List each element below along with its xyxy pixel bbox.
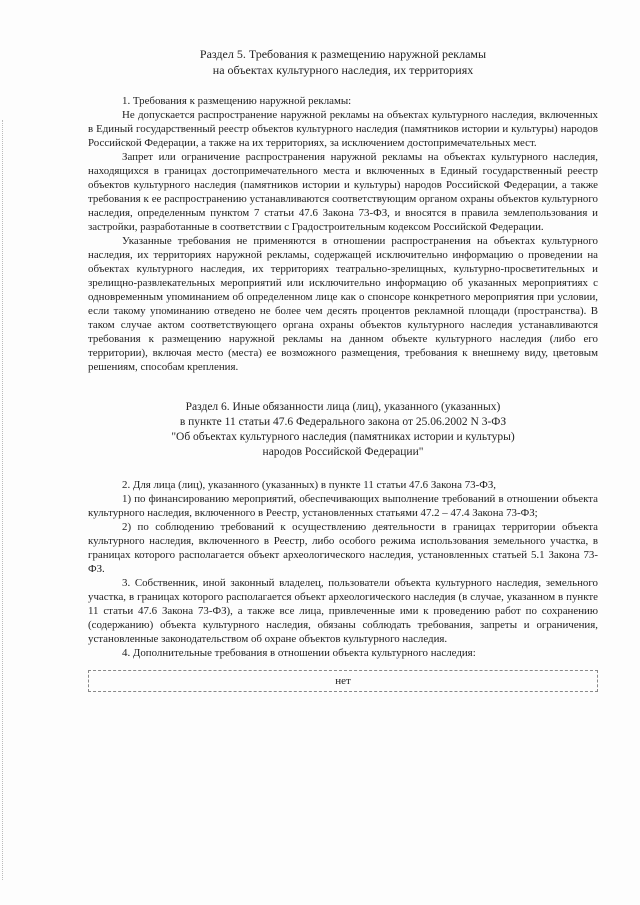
section5-title-line2: на объектах культурного наследия, их территориях <box>212 63 474 77</box>
paragraph-6-4: 3. Собственник, иной законный владелец, пользователи объекта культурного наследия, земельного участка, в границах которого располагается объект археологического наследия (в случае, указанном в пункте 11 статьи 47.6 Закона 73-ФЗ), а также все лица, привлеченные ими к проведению работ по сохранению (содержанию) объекта культурного наследия, обязаны соблюдать требования, запреты и ограничения, установленные законодательством об охране объектов культурного наследия. <box>88 577 598 645</box>
section6-title-line1: Раздел 6. Иные обязанности лица (лиц), указанного (указанных) <box>185 401 501 413</box>
document-content <box>88 40 598 692</box>
additional-requirements-value: нет <box>335 675 351 687</box>
additional-requirements-box <box>88 670 598 692</box>
section6-title-line2: в пункте 11 статьи 47.6 Федерального закона от 25.06.2002 N 3-ФЗ <box>179 416 507 428</box>
section6-title <box>88 400 598 460</box>
paragraph-6-2: 1) по финансированию мероприятий, обеспечивающих выполнение требований в отношении объекта культурного наследия, включенного в Реестр, установленных статьями 47.2 – 47.4 Закона 73-ФЗ; <box>88 493 598 519</box>
section5-title-line1: Раздел 5. Требования к размещению наружной рекламы <box>199 47 487 61</box>
paragraph-5-4: Указанные требования не применяются в отношении распространения на объектах культурного наследия, их территориях наружной рекламы, содержащей исключительно информацию о проведении на объектах культурного наследия, их территориях театрально-зрелищных, культурно-просветительных и зрелищно-развлекательных мероприятий или исключительно информацию об указанных мероприятиях с одновременным упоминанием об определенном лице как о спонсоре конкретного мероприятия при условии, если такому упоминанию отведено не более чем десять процентов рекламной площади (пространства). В таком случае актом соответствующего органа охраны объектов культурного наследия устанавливаются требования к размещению наружной рекламы на данном объекте культурного наследия (либо его территории), включая место (места) ее возможного размещения, требования к внешнему виду, цветовым решениям, способам крепления. <box>88 235 598 373</box>
scan-margin-marks <box>2 120 13 880</box>
section6-title-line3: "Об объектах культурного наследия (памятниках истории и культуры) <box>171 431 515 443</box>
section6-title-line4: народов Российской Федерации" <box>262 446 424 458</box>
paragraph-5-1: 1. Требования к размещению наружной рекламы: <box>122 95 352 107</box>
paragraph-6-1: 2. Для лица (лиц), указанного (указанных) в пункте 11 статьи 47.6 Закона 73-ФЗ, <box>122 479 496 491</box>
paragraph-6-5: 4. Дополнительные требования в отношении объекта культурного наследия: <box>122 647 476 659</box>
paragraph-6-3: 2) по соблюдению требований к осуществлению деятельности в границах территории объекта культурного наследия, включенного в Реестр, либо особого режима использования земельного участка, в границах которого располагается объект археологического наследия, установленных статьей 5.1 Закона 73-ФЗ. <box>88 521 598 575</box>
paragraph-5-2: Не допускается распространение наружной рекламы на объектах культурного наследия, включенных в Единый государственный реестр объектов культурного наследия (памятников истории и культуры) народов Российской Федерации, а также на их территориях, за исключением достопримечательных мест. <box>88 109 598 149</box>
section5-title <box>88 46 598 78</box>
paragraph-5-3: Запрет или ограничение распространения наружной рекламы на объектах культурного наследия, находящихся в границах достопримечательного места и включенных в Единый государственный реестр объектов культурного наследия (памятников истории и культуры) народов Российской Федерации, а также требования к ее распространению устанавливаются соответствующим органом охраны объектов культурного наследия, определенным пунктом 7 статьи 47.6 Закона 73-ФЗ, и вносятся в правила землепользования и застройки, разработанные в соответствии с Градостроительным кодексом Российской Федерации. <box>88 151 598 233</box>
